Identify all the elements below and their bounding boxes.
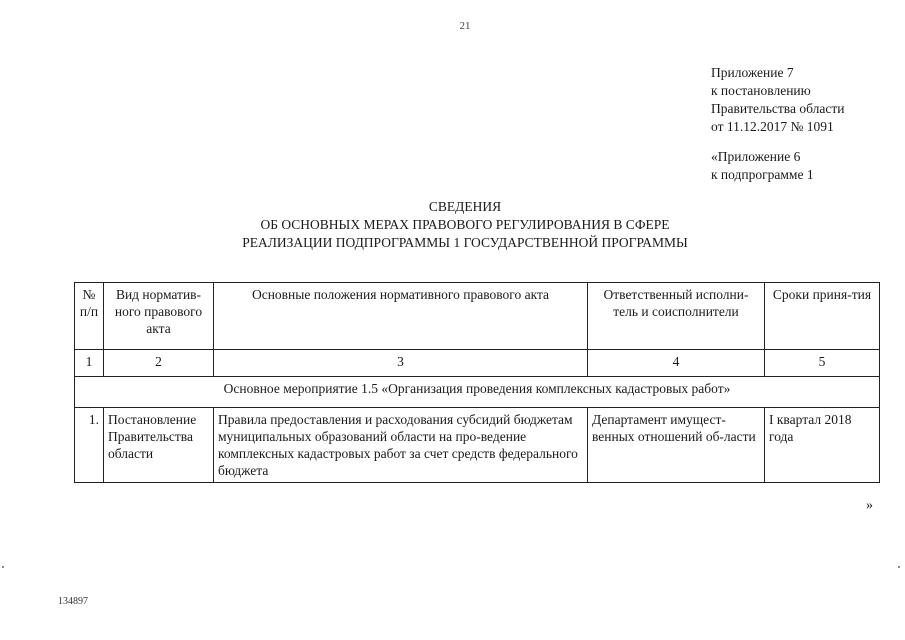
row-responsible-cell: Департамент имущест-венных отношений об-ласти	[588, 408, 765, 483]
heading-line-2: ОБ ОСНОВНЫХ МЕРАХ ПРАВОВОГО РЕГУЛИРОВАНИЯ В СФЕРЕ	[260, 217, 670, 232]
heading-line-3: РЕАЛИЗАЦИИ ПОДПРОГРАММЫ 1 ГОСУДАРСТВЕННОЙ ПРОГРАММЫ	[242, 235, 688, 250]
measures-table	[74, 282, 880, 483]
column-number-cell: 3	[214, 350, 588, 377]
section-row	[75, 377, 880, 408]
header-cell-provisions: Основные положения нормативного правового акта	[214, 283, 588, 350]
header-cell-deadline: Сроки приня-тия	[765, 283, 880, 350]
appendix-line-4: от 11.12.2017 № 1091	[711, 119, 834, 134]
scan-edge-mark	[898, 566, 900, 568]
heading-line-1: СВЕДЕНИЯ	[428, 199, 502, 214]
document-heading	[150, 198, 780, 252]
row-deadline-cell: I квартал 2018 года	[765, 408, 880, 483]
table-header-row	[75, 283, 880, 350]
column-number-row	[75, 350, 880, 377]
appendix-reference	[711, 64, 844, 136]
column-number-cell: 5	[765, 350, 880, 377]
appendix-line-1: Приложение 7	[711, 65, 794, 80]
row-act-type-cell: Постановление Правительства области	[104, 408, 214, 483]
header-cell-number: № п/п	[75, 283, 104, 350]
header-cell-act-type: Вид норматив-ного правового акта	[104, 283, 214, 350]
appendix-sub-line-2: к подпрограмме 1	[711, 167, 814, 182]
document-code: 134897	[58, 596, 88, 607]
closing-quote: »	[866, 498, 873, 513]
page-number: 21	[459, 20, 471, 32]
scan-edge-mark	[2, 566, 4, 568]
row-provisions-cell: Правила предоставления и расходования субсидий бюджетам муниципальных образований области на про-ведение комплексных кадастровых работ за счет средств федерального бюджета	[214, 408, 588, 483]
appendix-line-3: Правительства области	[711, 101, 845, 116]
appendix-sub-line-1: «Приложение 6	[711, 149, 801, 164]
header-cell-responsible: Ответственный исполни-тель и соисполнители	[588, 283, 765, 350]
appendix-line-2: к постановлению	[711, 83, 811, 98]
column-number-cell: 1	[75, 350, 104, 377]
column-number-cell: 2	[104, 350, 214, 377]
table-row	[75, 408, 880, 483]
column-number-cell: 4	[588, 350, 765, 377]
section-title: Основное мероприятие 1.5 «Организация проведения комплексных кадастровых работ»	[75, 377, 880, 408]
row-number-cell: 1.	[75, 408, 104, 483]
appendix-sub-reference	[711, 148, 814, 184]
